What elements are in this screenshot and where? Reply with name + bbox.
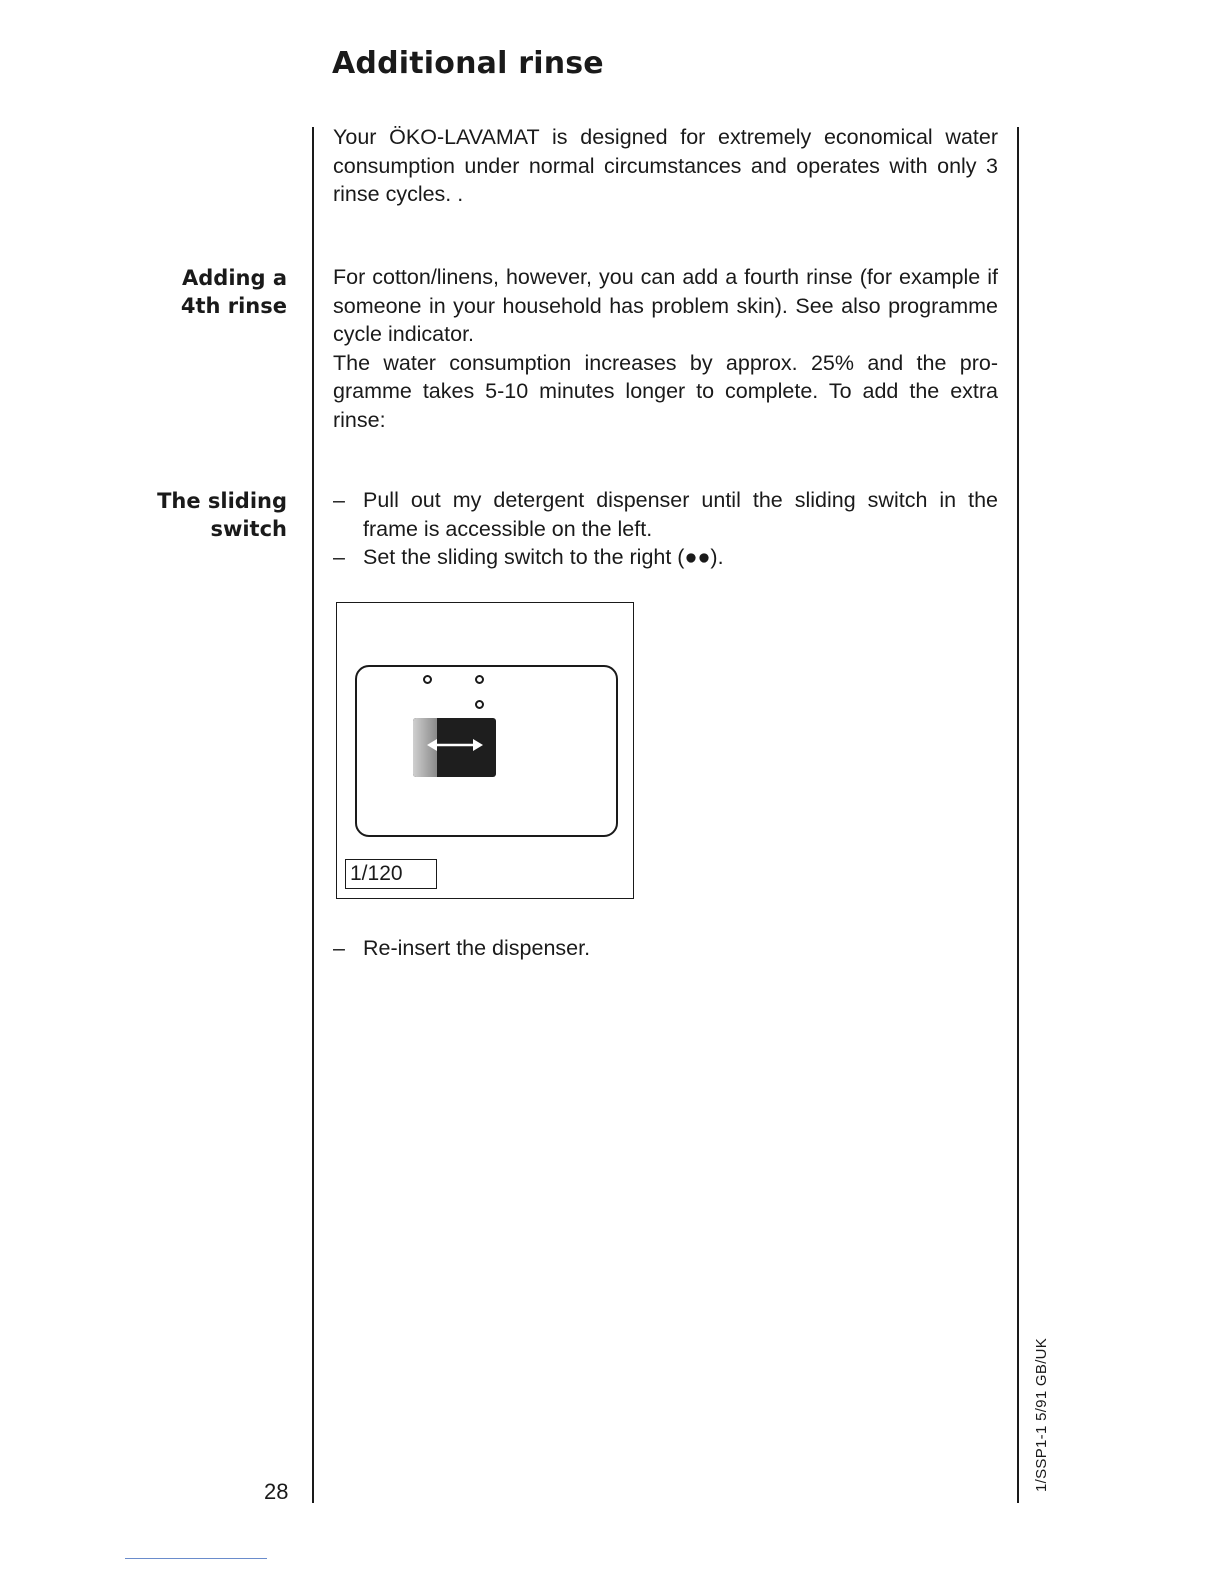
rinse-paragraph-2: The water consumption increases by approx. 25% and the programme takes 5-10 minutes longer to complete. To add the extra rinse:	[333, 350, 998, 432]
heading-line: 4th rinse	[180, 294, 287, 318]
bullet-text: Pull out my detergent dispenser until the sliding switch in the frame is accessible on the left.	[363, 488, 998, 541]
bottom-rule	[125, 1558, 267, 1559]
bullet-dash: –	[333, 488, 345, 512]
bullet-text: Set the sliding switch to the right (●●).	[363, 545, 724, 569]
intro-paragraph	[333, 123, 998, 209]
document-code: 1/SSP1-1 5/91 GB/UK	[1033, 1337, 1050, 1492]
page-title: Additional rinse	[332, 46, 604, 81]
bullet-dash: –	[333, 936, 345, 960]
intro-text: Your ÖKO-LAVAMAT is designed for extremely economical water consumption under normal circumstances and operates with only 3 rinse cycles. .	[333, 125, 998, 206]
rinse-paragraph-1: For cotton/linens, however, you can add a fourth rinse (for example if someone in your household has problem skin). See also programme cycle indicator.	[333, 265, 998, 346]
heading-line: switch	[210, 517, 287, 541]
sliding-switch	[413, 718, 496, 777]
heading-line: The sliding	[157, 489, 287, 513]
figure-code-label: 1/120	[345, 859, 437, 889]
heading-sliding-switch	[157, 487, 287, 543]
list-item	[333, 486, 998, 543]
sliding-switch-figure	[336, 602, 634, 899]
indicator-dot	[423, 675, 432, 684]
heading-adding-4th-rinse	[181, 264, 287, 320]
indicator-dot	[475, 675, 484, 684]
heading-line: Adding a	[182, 266, 287, 290]
list-item	[333, 543, 998, 572]
left-column-rule	[312, 127, 314, 1503]
right-margin-rule	[1017, 127, 1019, 1503]
adding-rinse-paragraphs	[333, 263, 998, 434]
page-number: 28	[264, 1479, 289, 1504]
bullet-text: Re-insert the dispenser.	[363, 936, 591, 960]
bullet-dash: –	[333, 545, 345, 569]
indicator-dot	[475, 700, 484, 709]
list-item	[333, 934, 998, 963]
double-arrow-icon	[427, 734, 483, 756]
dispenser-frame-panel	[355, 665, 618, 837]
